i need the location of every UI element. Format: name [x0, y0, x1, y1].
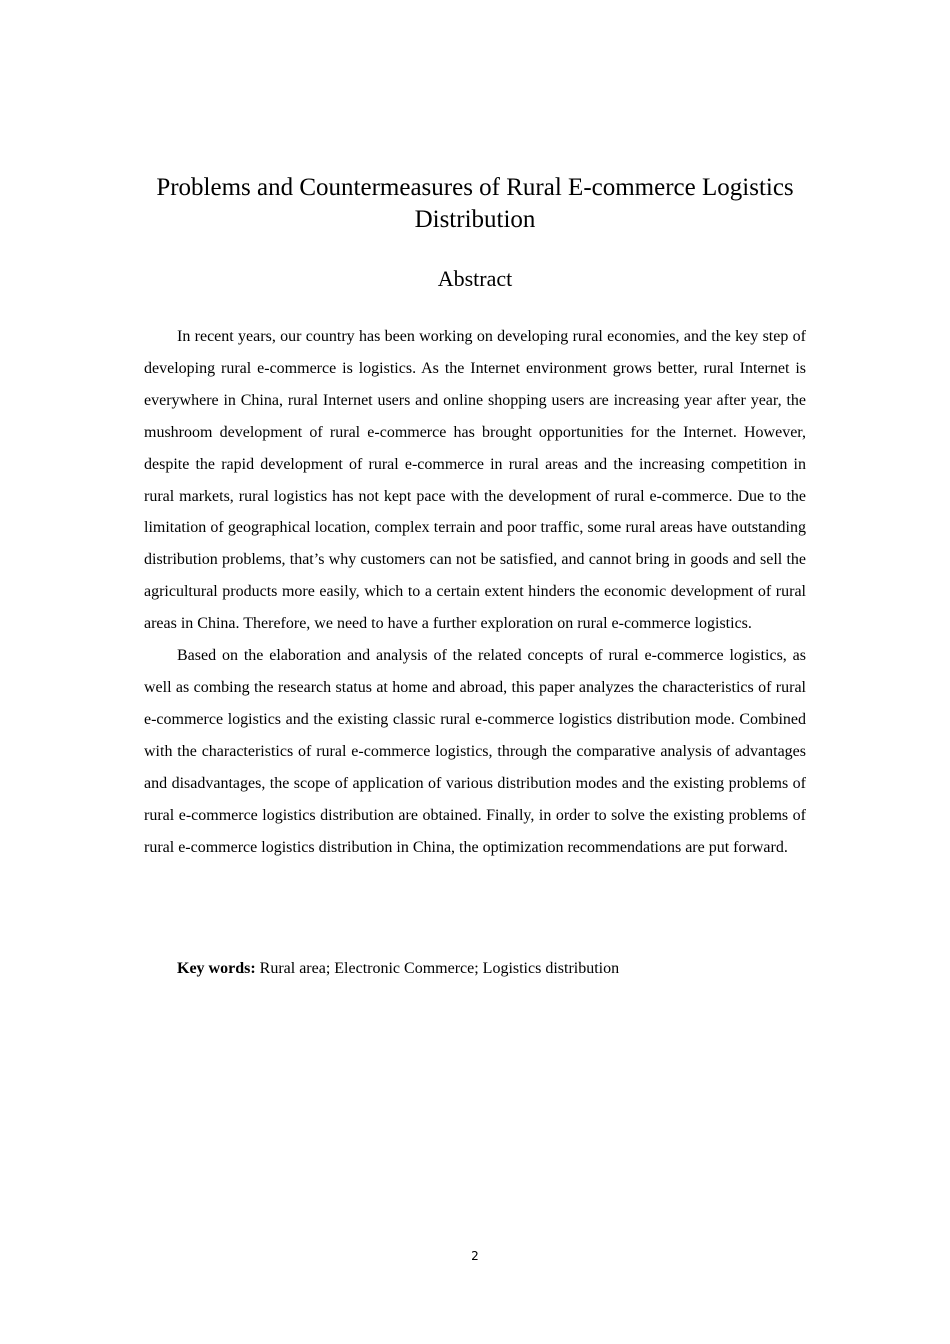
abstract-paragraph-2: Based on the elaboration and analysis of the related concepts of rural e-commerce logistics, as well as combing the research status at home and abroad, this paper analyzes the characteristics of rural e-commerce logistics and the existing classic rural e-commerce logistics distribution mode. Combined with the characteristics of rural e-commerce logistics, through the comparative analysis of advantages and disadvantages, the scope of application of various distribution modes and the existing problems of rural e-commerce logistics distribution are obtained. Finally, in order to solve the existing problems of rural e-commerce logistics distribution in China, the optimization recommendations are put forward. [144, 647, 806, 856]
abstract-heading: Abstract [437, 266, 513, 291]
abstract-paragraph-1: In recent years, our country has been working on developing rural economies, and the key step of developing rural e-commerce is logistics. As the Internet environment grows better, rural Internet is everywhere in China, rural Internet users and online shopping users are increasing year after year, the mushroom development of rural e-commerce has brought opportunities for the Internet. However, despite the rapid development of rural e-commerce in rural areas and the increasing competition in rural markets, rural logistics has not kept pace with the development of rural e-commerce. Due to the limitation of geographical location, complex terrain and poor traffic, some rural areas have outstanding distribution problems, that’s why customers can not be satisfied, and cannot bring in goods and sell the agricultural products more easily, which to a certain extent hinders the economic development of rural areas in China. Therefore, we need to have a further exploration on rural e-commerce logistics. [144, 328, 806, 633]
keywords-value: Rural area; Electronic Commerce; Logistics distribution [259, 960, 620, 977]
document-title: Problems and Countermeasures of Rural E-commerce Logistics Distribution [156, 174, 794, 233]
page-number: 2 [471, 1249, 479, 1263]
keywords-line [144, 953, 806, 984]
keywords-label: Key words: [177, 960, 256, 977]
abstract-body [144, 321, 806, 863]
